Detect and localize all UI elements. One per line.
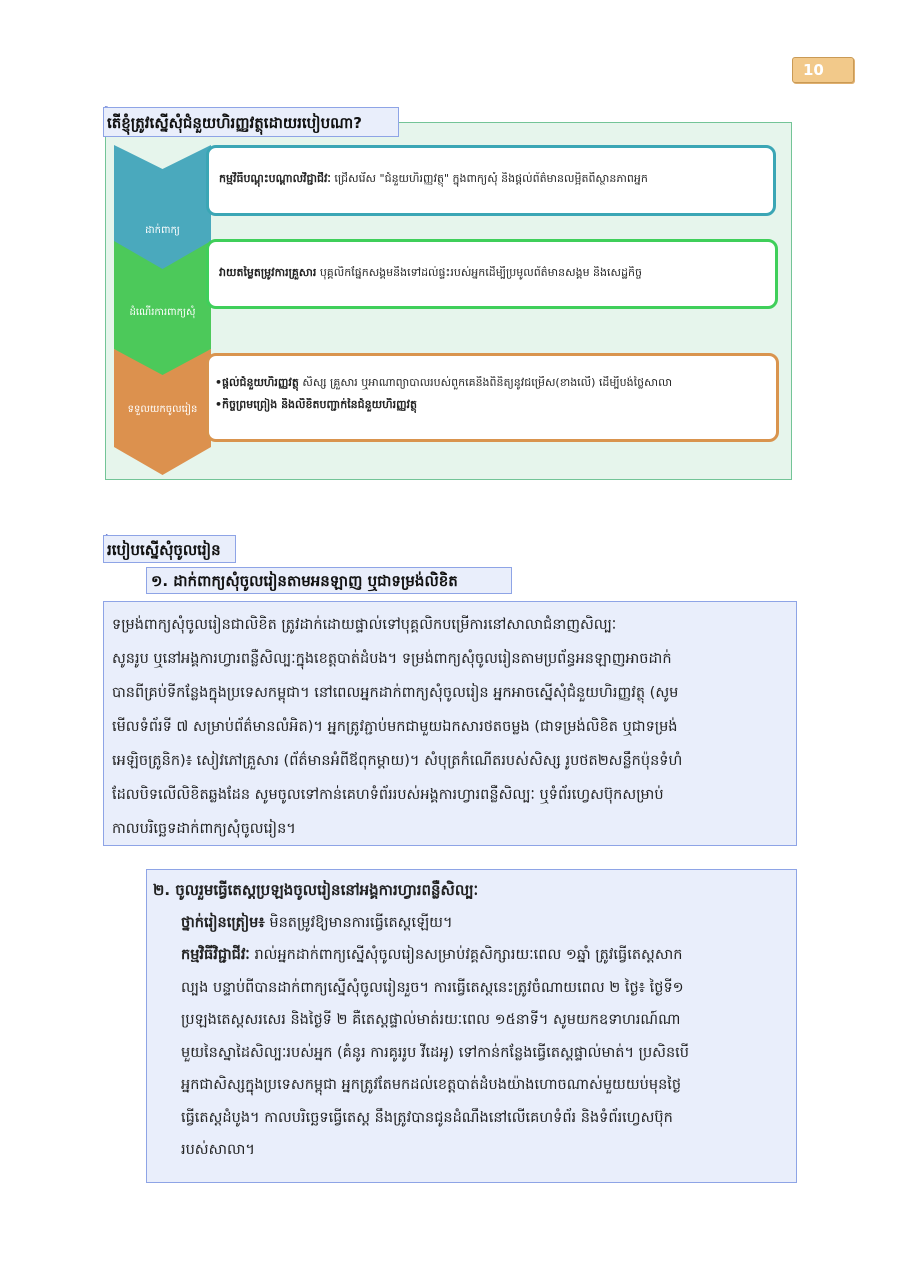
- item2-prep-line: ថ្នាក់រៀនត្រៀម៖ មិនតម្រូវឱ្យមានការធ្វើតេស្តឡើយ។: [181, 914, 453, 931]
- paragraph-line: ធ្វើតេស្តដំបូង។ កាលបរិច្ឆេទធ្វើតេស្ត នឹងត្រូវបានជូនដំណឹងនៅលើគេហទំព័រ និងទំព័រហ្វេសប៊ុក: [181, 1109, 673, 1126]
- step-card-admission: [206, 353, 779, 442]
- card-line: •ផ្តល់ជំនួយហិរញ្ញវត្ថុ សិស្ស គ្រួសារ ឬអាណាព្យាបាលរបស់ពួកគេនឹងពិនិត្យនូវជម្រើស(ខាងលើ) ដើម្បីបង់ថ្លៃសាលា: [215, 376, 673, 389]
- section-heading-financial-aid: តើខ្ញុំត្រូវស្នើសុំជំនួយហិរញ្ញវត្ថុដោយរបៀបណា?: [103, 107, 399, 137]
- section-heading-admission: របៀបស្នើសុំចូលរៀន: [103, 535, 236, 563]
- step-card-apply: [206, 145, 776, 216]
- step-label: ដាក់ពាក្យ: [145, 225, 180, 236]
- card-line: វាយតម្លៃតម្រូវការគ្រួសារ បុគ្គលិកផ្នែកសង្គមនឹងទៅដល់ផ្ទះរបស់អ្នកដើម្បីប្រមូលព័ត៌មានសង្គម និងសេដ្ឋកិច្ច: [219, 266, 642, 279]
- paragraph-line: កាលបរិច្ឆេទដាក់ពាក្យសុំចូលរៀន។: [112, 821, 296, 837]
- paragraph-line: អ្នកជាសិស្សក្នុងប្រទេសកម្ពុជា អ្នកត្រូវតែមកដល់ខេត្តបាត់ដំបងយ៉ាងហោចណាស់មួយយប់មុនថ្ងៃ: [181, 1077, 682, 1093]
- page-number: 10: [792, 57, 854, 83]
- paragraph-line: របស់សាលា។: [181, 1142, 255, 1158]
- paragraph-line: បានពីគ្រប់ទីកន្លែងក្នុងប្រទេសកម្ពុជា។ នៅពេលអ្នកដាក់ពាក្យសុំចូលរៀន អ្នកអាចស្នើសុំជំនួយហិរញ្ញវត្ថុ (សូម: [112, 685, 679, 701]
- card-line: កម្មវិធីបណ្តុះបណ្តាលវិជ្ជាជីវៈ ជ្រើសរើស "ជំនួយហិរញ្ញវត្ថុ" ក្នុងពាក្យសុំ និងផ្តល់ព័ត៌មានលម្អិតពីស្ថានភាពអ្នក: [219, 172, 648, 185]
- paragraph-line: សូនរូប ឬនៅអង្គការហ្វារពន្លឺសិល្បៈក្នុងខេត្តបាត់ដំបង។ ទម្រង់ពាក្យសុំចូលរៀនតាមប្រព័ន្ធអនឡាញអាចដាក់: [112, 651, 672, 667]
- paragraph-line: ដែលបិទលើលិខិតឆ្លងដែន សូមចូលទៅកាន់គេហទំព័ររបស់អង្គការហ្វារពន្លឺសិល្បៈ ឬទំព័រហ្វេសប៊ុកសម្រាប់: [112, 787, 664, 803]
- paragraph-line: មួយនៃស្នាដៃសិល្បៈរបស់អ្នក (គំនូរ ការគូររូប វីដេអូ) ទៅកាន់កន្លែងធ្វើតេស្តផ្ទាល់មាត់។ ប្រសិនបើ: [181, 1044, 689, 1061]
- paragraph-line: ប្រឡងតេស្តសរសេរ និងថ្ងៃទី ២ គឺតេស្តផ្ទាល់មាត់រយៈពេល ១៥នាទី។ សូមយកឧទាហរណ៍ណា: [181, 1012, 681, 1028]
- item1-heading: ១. ដាក់ពាក្យសុំចូលរៀនតាមអនឡាញ ឬជាទម្រង់លិខិត: [146, 567, 512, 594]
- step-label: ដំណើរការពាក្យសុំ: [129, 307, 196, 318]
- card-line: •កិច្ចព្រមព្រៀង និងលិខិតបញ្ជាក់នៃជំនួយហិរញ្ញវត្ថុ: [215, 398, 418, 411]
- paragraph-line: អេឡិចត្រូនិក)៖ សៀវភៅគ្រួសារ (ព័ត៌មានអំពីឪពុកម្តាយ)។ សំបុត្រកំណើតរបស់សិស្ស រូបថត២សន្លឹកប៉ុនទំហំ: [112, 753, 683, 769]
- process-diagram: [105, 122, 792, 480]
- item1-paragraph: [103, 601, 797, 846]
- item2-heading: ២. ចូលរួមធ្វើតេស្តប្រឡងចូលរៀននៅអង្គការហ្វារពន្លឺសិល្បៈ: [153, 881, 479, 899]
- step-chevron-admission: [114, 349, 211, 475]
- paragraph-line: ល្បង បន្ទាប់ពីបានដាក់ពាក្យស្នើសុំចូលរៀនរួច។ ការធ្វើតេស្តនេះត្រូវចំណាយពេល ២ ថ្ងៃ៖ ថ្ងៃទី១: [181, 979, 684, 996]
- paragraph-line: មើលទំព័រទី ៧ សម្រាប់ព័ត៌មានលំអិត)។ អ្នកត្រូវភ្ជាប់មកជាមួយឯកសារថតចម្លង (ជាទម្រង់លិខិត ឬជាទម្រង់: [112, 719, 678, 735]
- step-label: ទទួលយកចូលរៀន: [127, 404, 198, 415]
- paragraph-line: ទម្រង់ពាក្យសុំចូលរៀនជាលិខិត ត្រូវដាក់ដោយផ្ទាល់ទៅបុគ្គលិកបម្រើការនៅសាលាជំនាញសិល្បៈ: [112, 617, 617, 633]
- paragraph-line: កម្មវិធីវិជ្ជាជីវៈ រាល់អ្នកដាក់ពាក្យស្នើសុំចូលរៀនសម្រាប់វគ្គសិក្សារយៈពេល ១ឆ្នាំ ត្រូវធ្វើតេស្តសាក: [181, 947, 683, 963]
- item2-block: [146, 869, 797, 1183]
- step-card-processing: [206, 239, 778, 309]
